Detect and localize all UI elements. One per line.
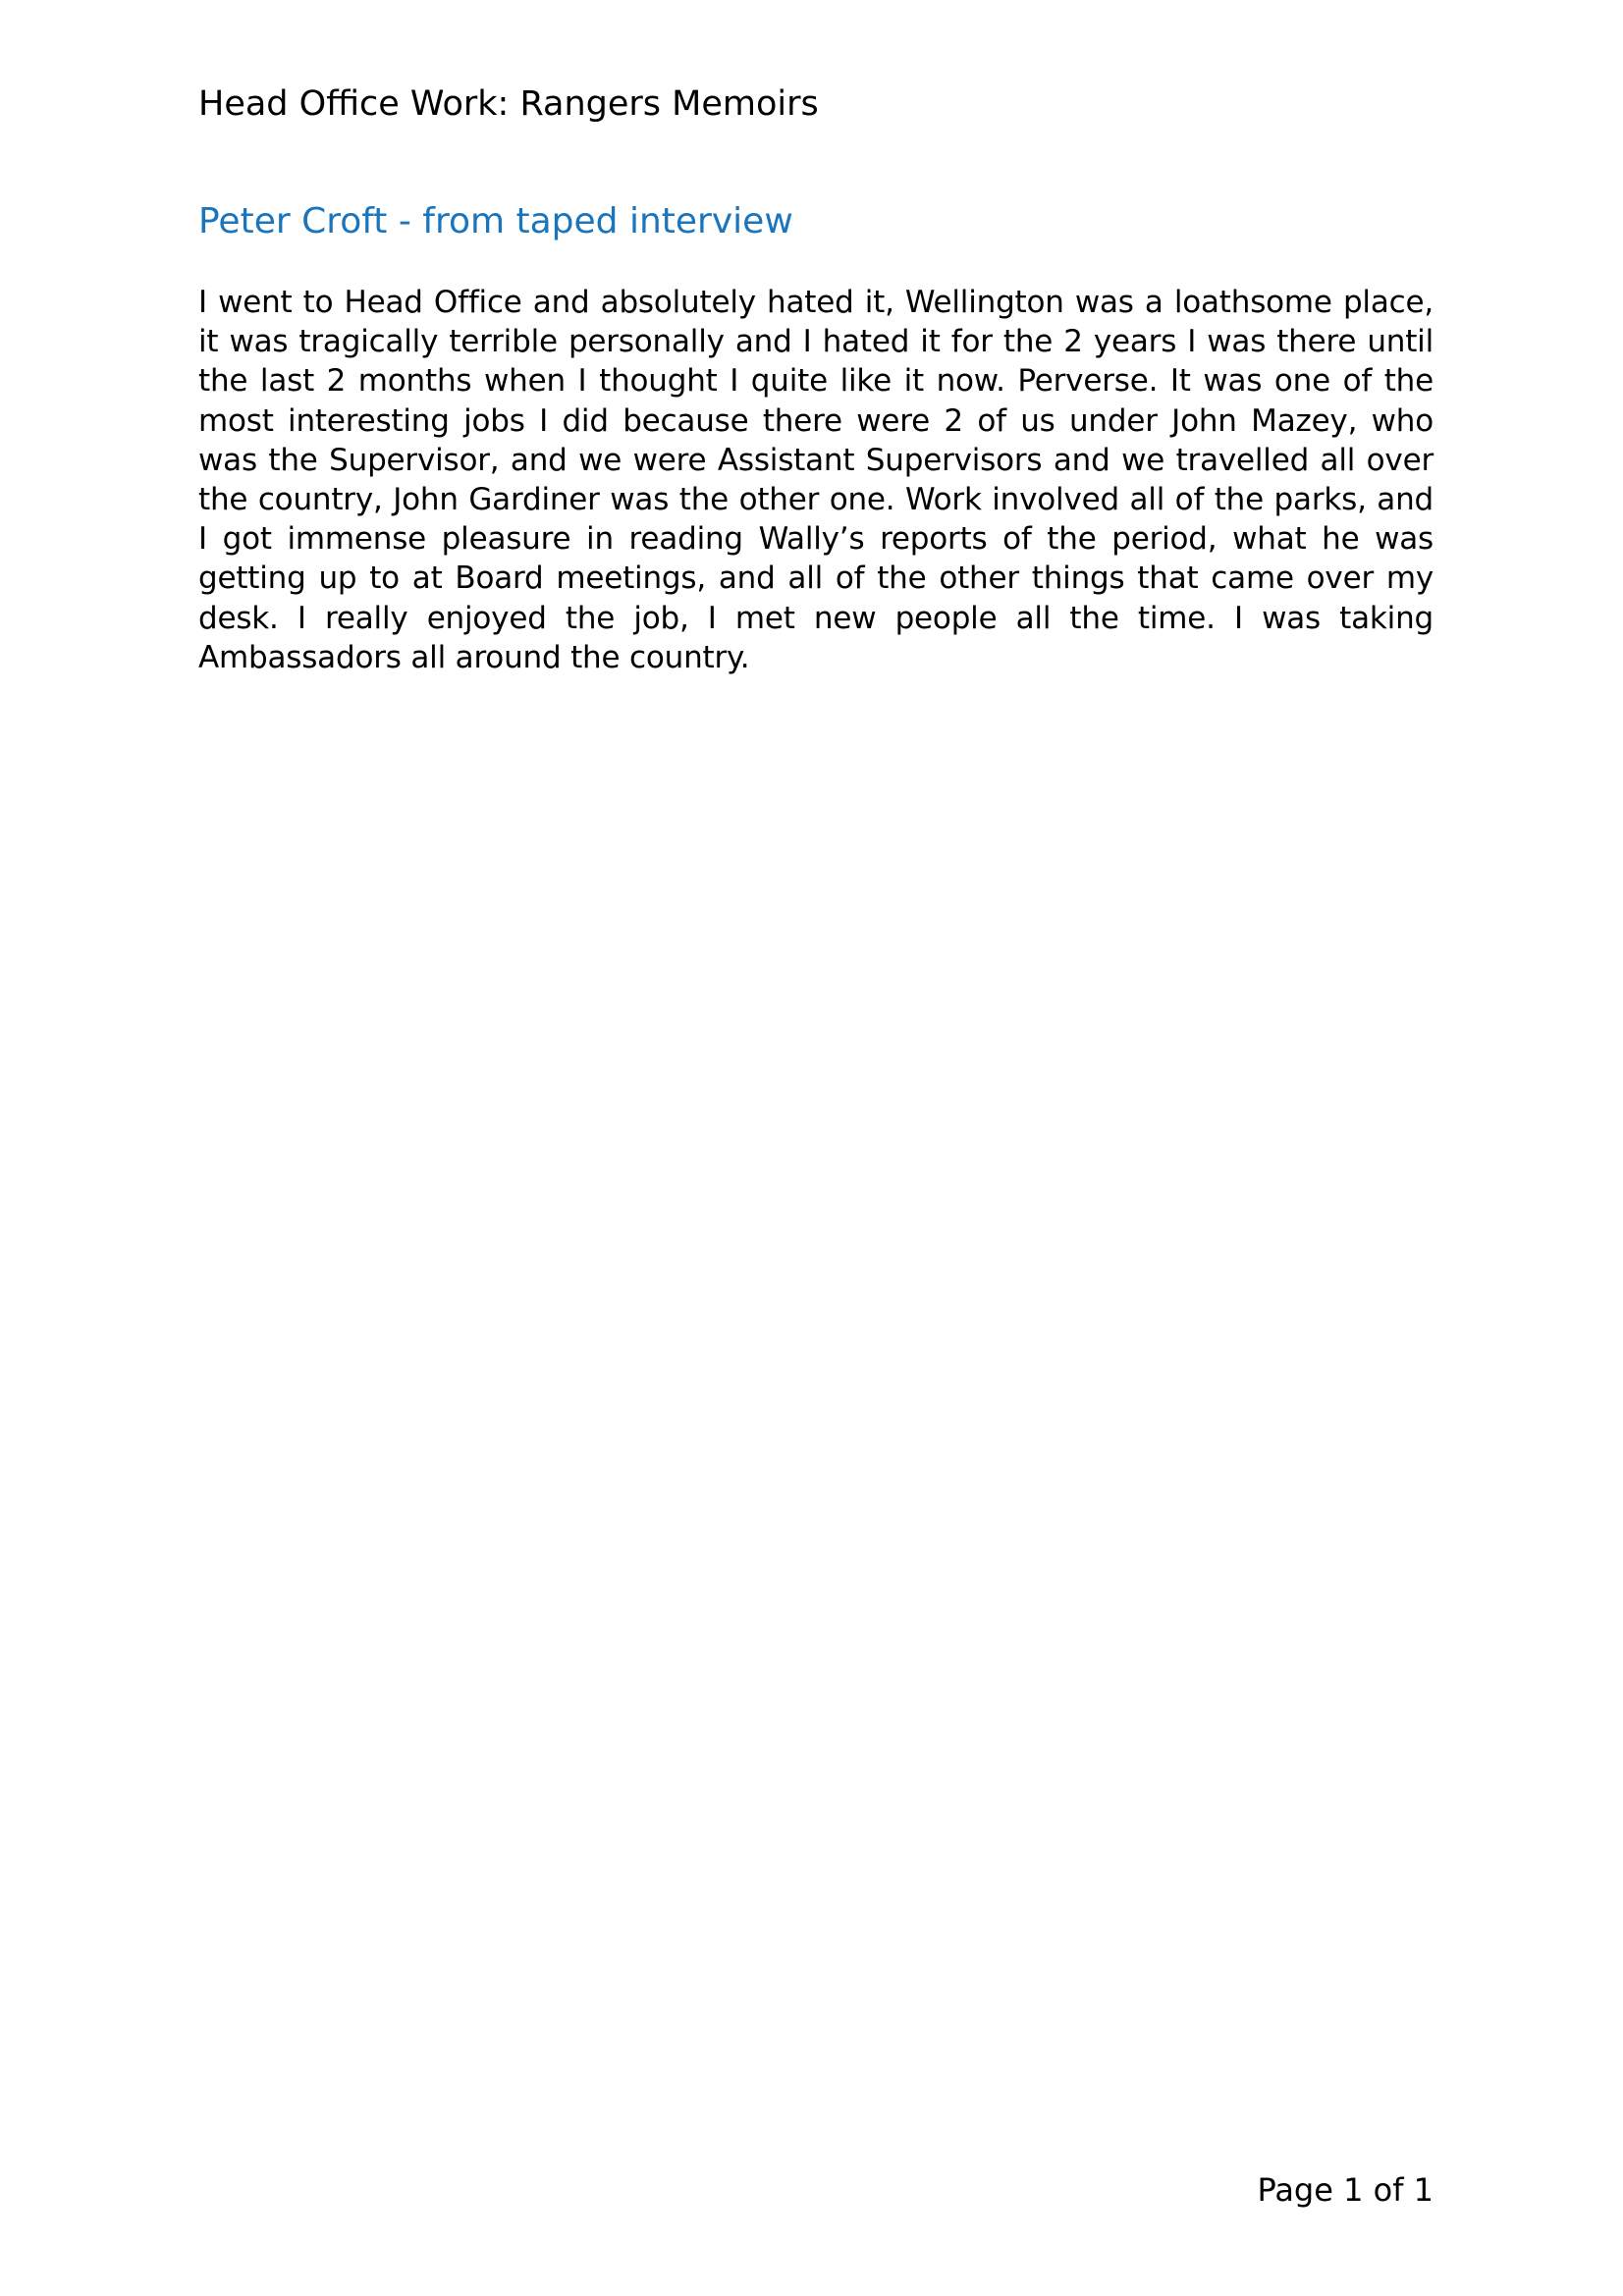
document-header: Head Office Work: Rangers Memoirs (198, 84, 819, 124)
page-number: Page 1 of 1 (1257, 2171, 1434, 2209)
body-paragraph: I went to Head Office and absolutely hated it, Wellington was a loathsome place, it was tragically terrible personally and I hated it for the 2 years I was there until the last 2 months when I thought I quite like it now. Perverse. It was one of the most interesting jobs I did because there were 2 of us under John Mazey, who was the Supervisor, and we were Assistant Supervisors and we travelled all over the country, John Gardiner was the other one. Work involved all of the parks, and I got immense pleasure in reading Wally’s reports of the period, what he was getting up to at Board meetings, and all of the other things that came over my desk. I really enjoyed the job, I met new people all the time. I was taking Ambassadors all around the country. (198, 285, 1434, 675)
section-heading: Peter Croft - from taped interview (198, 201, 793, 241)
